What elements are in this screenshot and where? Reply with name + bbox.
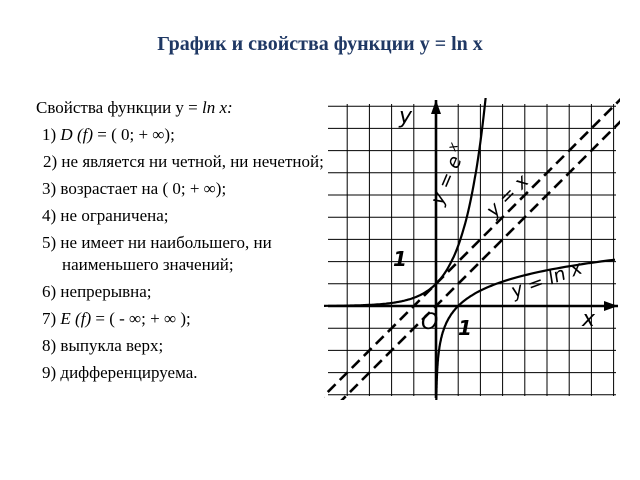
- origin-label: O: [421, 310, 439, 335]
- property-text: не является ни четной, ни нечетной;: [61, 152, 324, 171]
- property-unbounded: [36, 205, 326, 227]
- curve-exp-power: x: [445, 140, 462, 154]
- property-text: непрерывна;: [60, 282, 152, 301]
- property-number: 4): [42, 206, 57, 225]
- property-text: не ограничена;: [60, 206, 169, 225]
- graph-svg: [324, 98, 620, 400]
- line-label: y = x: [481, 170, 534, 222]
- x-axis-label: x: [582, 307, 596, 332]
- property-number: 9): [42, 363, 57, 382]
- property-text: дифференцируема.: [60, 363, 198, 382]
- properties-heading-function: ln x:: [202, 98, 233, 117]
- x-axis-arrow: [604, 301, 618, 311]
- y-axis-arrow: [431, 100, 441, 114]
- symmetry-line-dashed: [324, 98, 620, 400]
- property-text: не имеет ни наибольшего, ни наименьшего значений;: [60, 233, 272, 274]
- property-continuous: [36, 281, 326, 303]
- property-number: 1): [42, 125, 57, 144]
- properties-list: [36, 97, 326, 389]
- property-number: 5): [42, 233, 57, 252]
- property-text: возрастает на ( 0; + ∞);: [60, 179, 227, 198]
- curve-exponential: [324, 98, 488, 306]
- slide-title: График и свойства функции у = ln x: [157, 33, 483, 55]
- property-convexity: [36, 335, 326, 357]
- property-text: выпукла верх;: [60, 336, 164, 355]
- property-range: [36, 308, 326, 330]
- line-label-group: [481, 170, 533, 222]
- property-number: 3): [42, 179, 57, 198]
- y-axis-label: y: [399, 104, 413, 129]
- property-number: 7): [42, 309, 57, 328]
- properties-heading-text: Свойства функции у =: [36, 98, 202, 117]
- properties-heading: [36, 97, 326, 119]
- property-number: 6): [42, 282, 57, 301]
- property-value: = ( - ∞; + ∞ );: [91, 309, 191, 328]
- property-extrema: [36, 232, 326, 276]
- curve-ln-label: y = ln x: [508, 256, 586, 303]
- line-y-equals-x: [324, 98, 620, 400]
- property-monotonic: [36, 178, 326, 200]
- property-number: 8): [42, 336, 57, 355]
- property-number: 2): [43, 152, 58, 171]
- curve-exp-label: y = e: [426, 152, 467, 208]
- property-notation: E (f): [60, 309, 92, 328]
- property-differentiable: [36, 362, 326, 384]
- x-unit-label: 1: [458, 316, 472, 340]
- y-unit-label: 1: [393, 247, 407, 271]
- property-parity: [36, 151, 326, 173]
- property-notation: D (f): [60, 125, 93, 144]
- function-graph: [324, 98, 620, 400]
- property-domain: [36, 124, 326, 146]
- property-value: = ( 0; + ∞);: [93, 125, 175, 144]
